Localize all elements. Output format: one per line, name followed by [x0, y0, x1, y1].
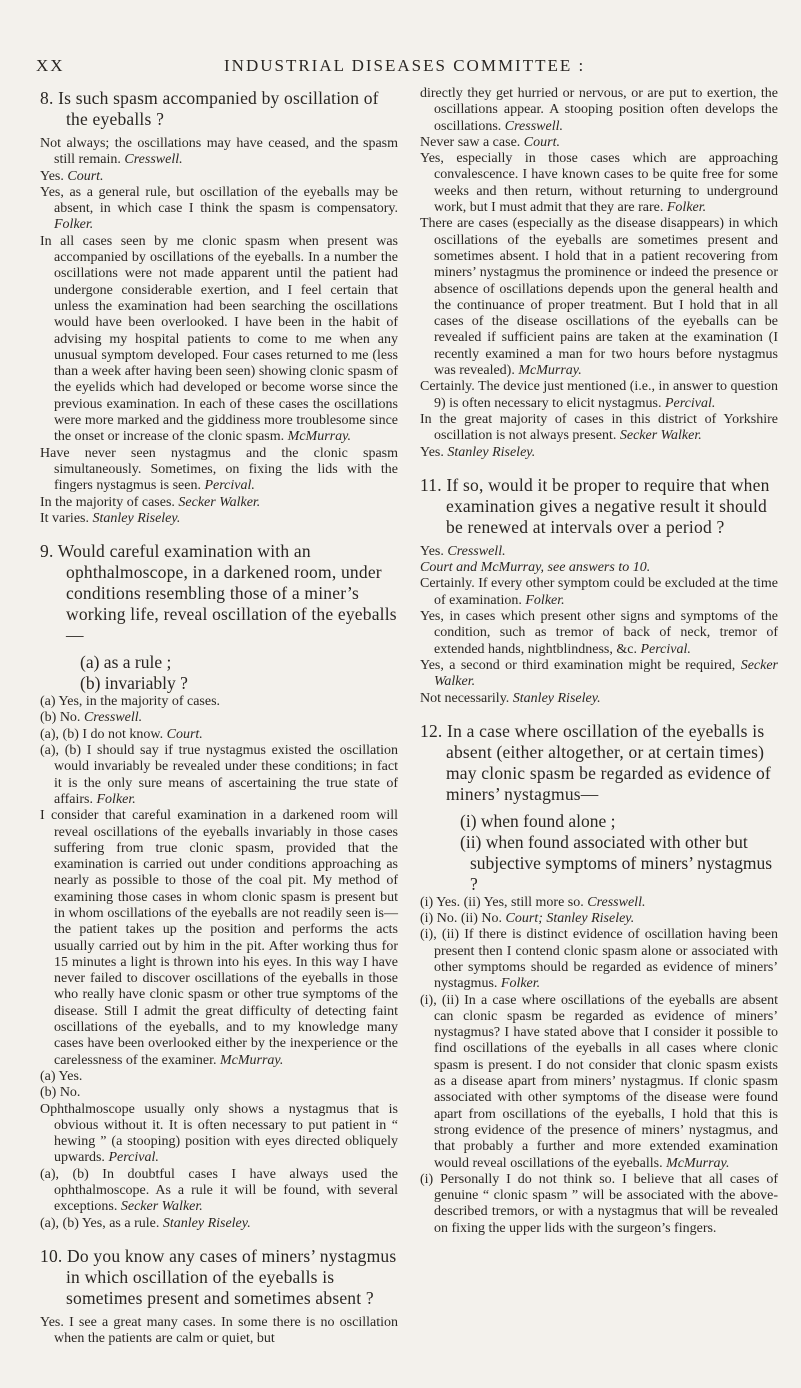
- answer-text: Yes, as a general rule, but oscillation of the eyeballs may be absent, in which case I think the spasm is compensatory.: [40, 184, 398, 217]
- answer-text: directly they get hurried or nervous, or are put to exertion, the oscillations appear. A stooping position often develops the oscillations.: [420, 86, 778, 134]
- answer-text: Never saw a case.: [420, 134, 521, 150]
- answer: [40, 1216, 398, 1232]
- witness-name: Stanley Riseley.: [447, 444, 536, 460]
- answer: [40, 1069, 398, 1085]
- question-subitem: [40, 673, 398, 694]
- answer: [420, 544, 778, 560]
- answer: [40, 169, 398, 185]
- subitem-text: (b) invariably ?: [80, 673, 188, 694]
- question-subitem: [420, 811, 778, 832]
- answer: [40, 1167, 398, 1216]
- witness-name: Cresswell.: [124, 152, 183, 168]
- question: [40, 541, 398, 646]
- witness-name: Folker.: [500, 976, 541, 992]
- answer: [420, 86, 778, 135]
- answer: [40, 495, 398, 511]
- answer: [420, 412, 778, 445]
- answer-text: Yes, especially in those cases which are approaching convalescence. I have known cases to be quite free for some weeks and then return, without returning to underground work, but I must admit that they are rare.: [420, 151, 778, 216]
- witness-name: Court; Stanley Riseley.: [505, 911, 635, 927]
- answer: [420, 576, 778, 609]
- answer: [420, 691, 778, 707]
- answer-text: (i) Personally I do not think so. I believe that all cases of genuine “ clonic spasm ” will be associated with the above-described tremors, or with a nystagmus that will be revealed on fixing the upper lids with the surgeon’s fingers.: [420, 1171, 778, 1236]
- witness-name: Percival.: [664, 395, 716, 411]
- witness-name: Folker.: [525, 592, 565, 608]
- witness-name: Court and McMurray, see answers to 10.: [420, 560, 651, 576]
- witness-name: Court.: [166, 726, 203, 742]
- witness-name: McMurray.: [220, 1052, 284, 1068]
- answer-text: (b) No.: [40, 710, 81, 726]
- answer: [40, 710, 398, 726]
- question-text: 11. If so, would it be proper to require that when examination gives a negative result it should be renewed at intervals over a period ?: [420, 474, 770, 537]
- witness-name: Stanley Riseley.: [92, 510, 181, 526]
- answer-text: (a) Yes.: [40, 1068, 83, 1084]
- answer-text: Not necessarily.: [420, 690, 510, 706]
- witness-name: Court.: [523, 134, 560, 150]
- answer: [420, 993, 778, 1172]
- witness-name: Folker.: [54, 217, 94, 233]
- witness-name: Court.: [67, 168, 104, 184]
- answer: [420, 560, 778, 576]
- witness-name: Secker Walker.: [434, 657, 779, 690]
- witness-name: Cresswell.: [83, 710, 143, 726]
- answer: [420, 895, 778, 911]
- witness-name: Stanley Riseley.: [162, 1215, 251, 1231]
- answer: [420, 911, 778, 927]
- answer: [40, 234, 398, 446]
- answer-text: In all cases seen by me clonic spasm when present was accompanied by oscillations of the eyeballs. In a number the oscillations were not made apparent until the patient had undergone considerable exertion, and I feel certain that unless the examination had been searching the oscillations would have been overlooked. I have been in the habit of advising my hospital patients to come to me when any unusual symptom developed. Four cases returned to me (less than a week after having been seen) showing clonic spasm of the eyelids which had developed or become worse since the previous examination. In each of these cases the oscillations were more marked and the giddiness more troublesome since the onset or increase of the clonic spasm.: [40, 233, 398, 445]
- answer-text: (i) Yes. (ii) Yes, still more so.: [420, 894, 584, 910]
- witness-name: Cresswell.: [504, 118, 563, 134]
- answer-text: (a) Yes, in the majority of cases.: [40, 694, 221, 710]
- left-column: [40, 86, 398, 1348]
- answer-text: I consider that careful examination in a darkened room will reveal oscillations of the eyeballs invariably in those cases suffering from true clonic spasm, provided that the examination is carried out under conditions approaching as nearly as possible to those of the coal pit. My method of examining those cases in whom clonic spasm is present but in whom oscillations of the eyeballs are not readily seen is—the patient takes up the position and performs the acts usually carried out by him in the pit. After working thus for 15 minutes a light is thrown into his eyes. In this way I have never failed to discover oscillations of the eyeballs in those who really have clonic spasm or other true symptoms of the disease. Still I admit the great difficulty of detecting faint oscillations of the eyeballs, and to my knowledge many cases have been overlooked either by the inexperience or the carelessness of the examiner.: [40, 808, 398, 1068]
- running-title: INDUSTRIAL DISEASES COMMITTEE :: [224, 56, 586, 75]
- answer: [40, 743, 398, 808]
- question-subitem: [40, 652, 398, 673]
- witness-name: Folker.: [96, 791, 136, 807]
- witness-name: McMurray.: [287, 429, 352, 445]
- question: [40, 1246, 398, 1309]
- answer-text: (a), (b) Yes, as a rule.: [40, 1215, 160, 1231]
- answer: [420, 1172, 778, 1237]
- witness-name: McMurray.: [518, 363, 582, 379]
- right-column: [420, 86, 778, 1237]
- answer: [420, 445, 778, 461]
- answer: [420, 379, 778, 412]
- answer: [420, 658, 778, 691]
- subitem-text: (a) as a rule ;: [80, 652, 172, 673]
- answer: [40, 1102, 398, 1167]
- subitem-text: (i) when found alone ;: [460, 810, 616, 831]
- witness-name: Percival.: [640, 641, 691, 657]
- answer-text: (b) No.: [40, 1085, 81, 1101]
- question: [40, 88, 398, 130]
- answer-text: Ophthalmoscope usually only shows a nystagmus that is obvious without it. It is often necessary to put patient in “ hewing ” (a stooping) position with eyes directed obliquely upwards.: [40, 1101, 398, 1166]
- witness-name: Secker Walker.: [120, 1199, 203, 1215]
- answer-text: Not always; the oscillations may have ceased, and the spasm still remain.: [40, 136, 398, 168]
- answer: [40, 1315, 398, 1348]
- answer: [40, 446, 398, 495]
- answer-text: (i), (ii) In a case where oscillations of the eyeballs are absent can clonic spasm be regarded as evidence of miners’ nystagmus? I have stated above that I consider it possible to find oscillations of the eyeballs in all cases where clonic spasm is present. I do not consider that clonic spasm exists as a disease apart from miners’ nystagmus. If clonic spasm associated with other symptoms of the disease were found apart from oscillations of the eyeballs, I hold that this is strong evidence of the presence of miners’ nystagmus, and that probably a further and more extended examination would reveal oscillations of the eyeballs.: [420, 992, 778, 1171]
- answer: [420, 135, 778, 151]
- answer: [40, 136, 398, 169]
- answer-text: There are cases (especially as the disease disappears) in which oscillations of the eyeballs are sometimes present and sometimes absent. I hold that in a patient recovering from miners’ nystagmus the prominence or indeed the presence or absence of oscillations depends upon the general health and the continuance of proper treatment. But I hold that in all cases of the disease oscillations of the eyeballs can be revealed if sufficient pains are taken at the examination (I recently examined a man for two hours before nystagmus was revealed).: [420, 216, 778, 379]
- witness-name: Percival.: [108, 1150, 159, 1166]
- answer-text: Certainly. The device just mentioned (i.e., in answer to question 9) is often necessary to elicit nystagmus.: [420, 379, 778, 411]
- answer-text: Have never seen nystagmus and the clonic spasm simultaneously. Sometimes, on fixing the lids with the fingers nystagmus is seen.: [40, 445, 398, 494]
- question-text: 9. Would careful examination with an ophthalmoscope, in a darkened room, under conditions resembling those of a miner’s working life, reveal oscillation of the eyeballs—: [40, 541, 397, 646]
- answer-text: In the great majority of cases in this district of Yorkshire oscillation is not always present.: [420, 411, 778, 444]
- witness-name: Folker.: [666, 200, 707, 216]
- answer-text: (a), (b) I should say if true nystagmus existed the oscillation would invariably be revealed under these conditions; in fact it is the only sure means of ascertaining the true state of affairs.: [40, 743, 398, 807]
- answer-text: Yes. I see a great many cases. In some there is no oscillation when the patients are calm or quiet, but: [40, 1314, 398, 1347]
- answer-text: Certainly. If every other symptom could be excluded at the time of examination.: [420, 576, 778, 608]
- question-text: 8. Is such spasm accompanied by oscillation of the eyeballs ?: [40, 88, 379, 129]
- witness-name: Secker Walker.: [619, 428, 702, 444]
- answer-text: Yes, a second or third examination might be required,: [420, 657, 736, 673]
- answer-text: (i), (ii) If there is distinct evidence of oscillation having been present then I contend clonic spasm alone or associated with other symptoms should be regarded as evidence of miners’ nystagmus.: [420, 927, 778, 992]
- answer-text: (a), (b) I do not know.: [40, 726, 164, 742]
- witness-name: Percival.: [204, 478, 255, 494]
- answer-text: It varies.: [40, 510, 89, 526]
- answer-text: (i) No. (ii) No.: [420, 911, 503, 927]
- answer-text: Yes.: [420, 444, 444, 460]
- answer-text: (a), (b) In doubtful cases I have always used the ophthalmoscope. As a rule it will be found, with several exceptions.: [40, 1166, 398, 1215]
- page-header: [36, 56, 771, 80]
- witness-name: Cresswell.: [447, 543, 506, 559]
- answer-text: Yes.: [420, 543, 444, 559]
- answer: [40, 808, 398, 1069]
- question-text: 10. Do you know any cases of miners’ nystagmus in which oscillation of the eyeballs is sometimes present and sometimes absent ?: [40, 1245, 397, 1308]
- answer-text: Yes.: [40, 168, 64, 184]
- answer-text: In the majority of cases.: [40, 494, 175, 510]
- witness-name: Stanley Riseley.: [512, 690, 601, 706]
- answer: [40, 1085, 398, 1101]
- witness-name: McMurray.: [666, 1155, 730, 1171]
- answer: [420, 927, 778, 992]
- answer: [40, 727, 398, 743]
- page-number: XX: [36, 56, 65, 75]
- answer: [40, 511, 398, 527]
- answer: [40, 694, 398, 710]
- answer: [420, 151, 778, 216]
- subitem-text: (ii) when found associated with other but subjective symptoms of miners’ nystagmus ?: [460, 831, 773, 894]
- question: [420, 475, 778, 538]
- answer: [420, 609, 778, 658]
- question-subitem: [420, 832, 778, 895]
- question-text: 12. In a case where oscillation of the eyeballs is absent (either altogether, or at certain times) may clonic spasm be regarded as evidence of miners’ nystagmus—: [420, 720, 771, 804]
- answer-text: Yes, in cases which present other signs and symptoms of the condition, such as tremor of back of neck, tremor of extended hands, nightblindness, &c.: [420, 609, 778, 657]
- question: [420, 721, 778, 805]
- answer: [40, 185, 398, 234]
- witness-name: Cresswell.: [587, 894, 646, 910]
- answer: [420, 216, 778, 379]
- witness-name: Secker Walker.: [178, 494, 261, 510]
